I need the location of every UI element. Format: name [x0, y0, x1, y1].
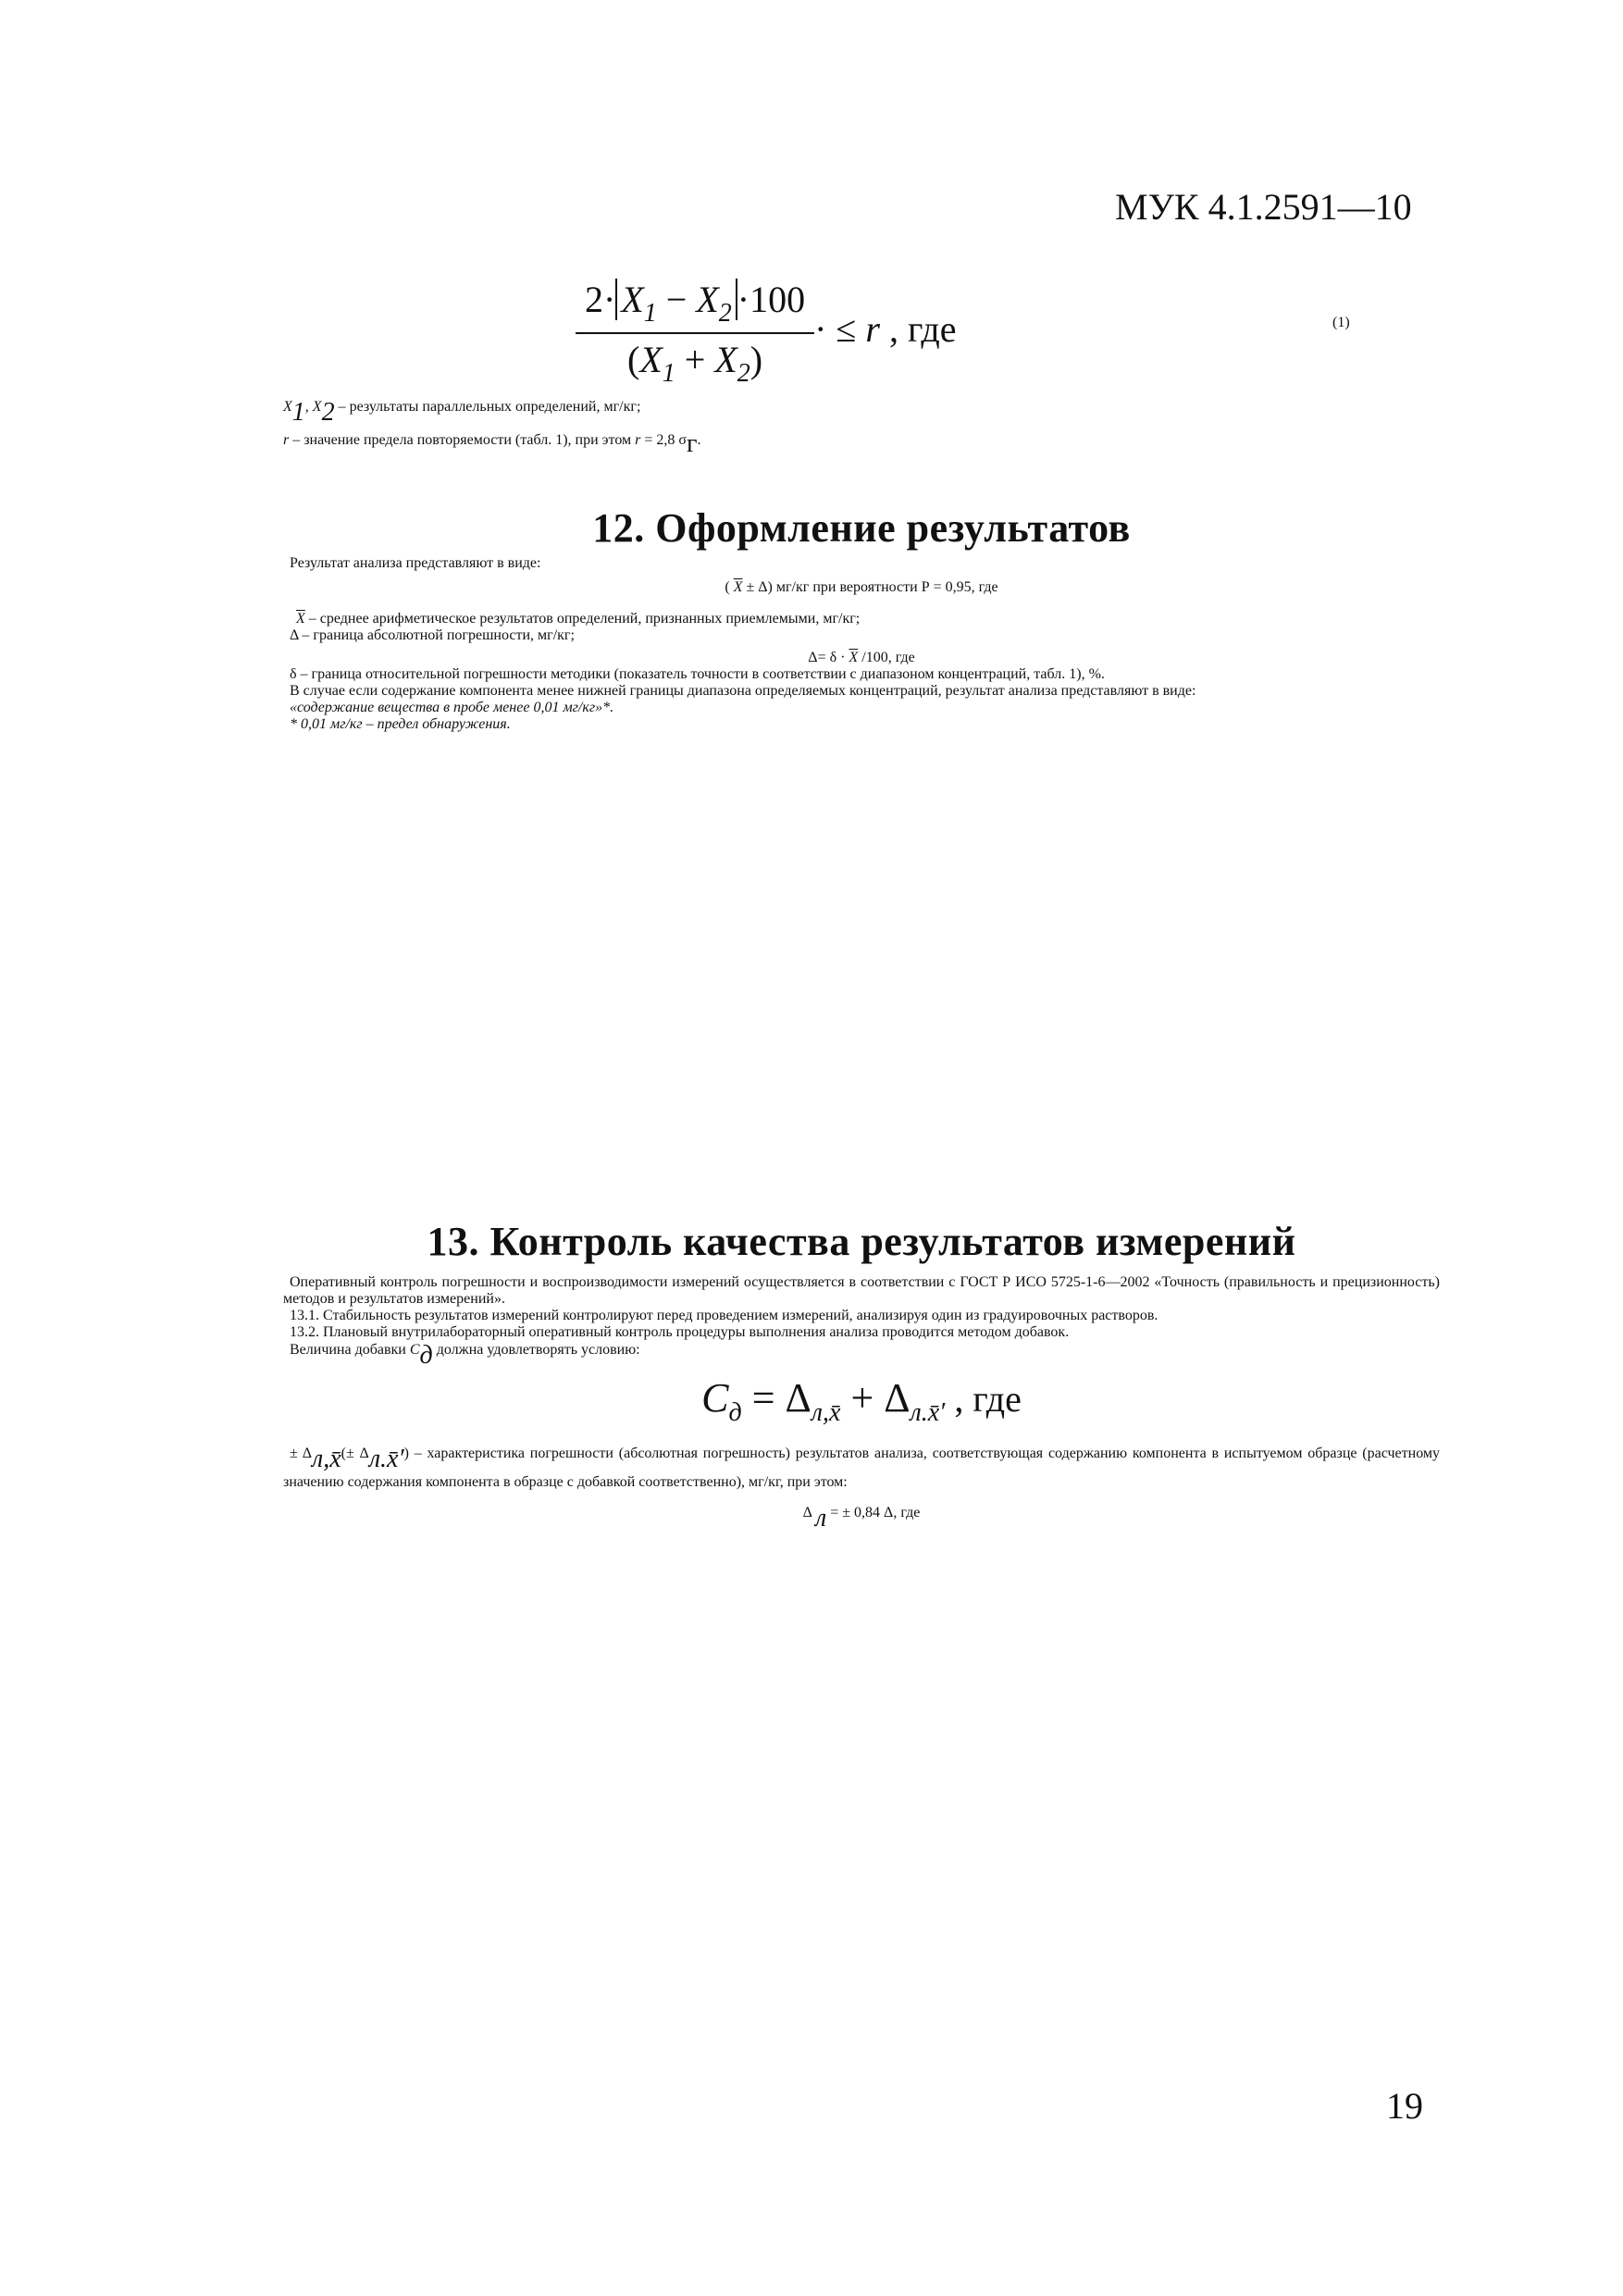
result-quote: «содержание вещества в пробе менее 0,01 мг/кг»*.	[290, 700, 614, 715]
section-13	[283, 1218, 1440, 1533]
section-13-title: 13. Контроль качества результатов измерений	[427, 1219, 1296, 1264]
equation-number: (1)	[1332, 315, 1350, 330]
def-x1-x2: X1, X2 – результаты параллельных определений, мг/кг;	[283, 398, 641, 427]
footnote: * 0,01 мг/кг – предел обнаружения.	[290, 716, 511, 732]
delta-formula: $\Delta= \delta \cdot \overline{X}$ /100, где	[808, 650, 915, 665]
formula-repeatability: $\frac{2\cdot X_1 - X_2 \cdot 100}{(X_1 + X_2)}$ · ≤ r , где	[576, 278, 956, 389]
delta-l-formula: Δ л = ± 0,84 Δ, где	[802, 1504, 921, 1533]
section-13-p2: 13.1. Стабильность результатов измерений контролируют перед проведением измерений, анализируя один из градуировочных растворов.	[290, 1308, 1158, 1323]
additive-formula: $C_д = \Delta_{л,x̄} + \Delta_{л.x̄'}$ , где	[701, 1375, 1022, 1427]
xbar-definition: $\overline{X}$ – среднее арифметическое результатов определений, признанных приемлемыми, мг/кг;	[296, 611, 861, 627]
page-number: 19	[1386, 2085, 1423, 2127]
section-13-p3: 13.2. Плановый внутрилабораторный оперативный контроль процедуры выполнения анализа проводится методом добавок.	[290, 1324, 1070, 1340]
section-12-title: 12. Оформление результатов	[592, 505, 1131, 551]
formula-denominator: $(X_1 + X_2)$	[627, 339, 763, 388]
formula-numerator: $2\cdot X_1 - X_2 \cdot 100$	[576, 278, 814, 334]
additive-condition: Величина добавки Cд должна удовлетворять условию:	[290, 1341, 640, 1370]
definitions-block	[283, 398, 1440, 459]
section-13-p1: Оперативный контроль погрешности и воспроизводимости измерений осуществляется в соответствии с ГОСТ Р ИСО 5725-1-6—2002 «Точность (правильность и прецизионность) методов и результатов измерений».	[283, 1274, 1440, 1307]
section-12	[283, 504, 1440, 733]
section-12-intro: Результат анализа представляют в виде:	[290, 555, 541, 571]
delta-definition: Δ – граница абсолютной погрешности, мг/кг;	[290, 627, 575, 643]
result-formula: ( $\overline{X} \pm \Delta$) мг/кг при вероятности Р = 0,95, где	[725, 579, 998, 595]
sigma-definition: δ – граница относительной погрешности методики (показатель точности в соответствии с диапазоном концентраций, табл. 1), %.	[290, 666, 1105, 682]
document-code: МУК 4.1.2591—10	[1115, 186, 1412, 228]
error-characteristic: ± Δл,x̄(± Δл.x̄′) – характеристика погрешности (абсолютная погрешность) результатов анализа, соответствующая содержанию компонента в испытуемом образце (расчетному значению содержания компонента в образце с добавкой соответственно), мг/кг, при этом:	[283, 1445, 1441, 1490]
case-paragraph: В случае если содержание компонента менее нижней границы диапазона определяемых концентраций, результат анализа представляют в виде:	[290, 683, 1196, 699]
formula-fraction	[576, 278, 814, 389]
def-r: r – значение предела повторяемости (табл. 1), при этом r = 2,8 σг.	[283, 429, 701, 458]
